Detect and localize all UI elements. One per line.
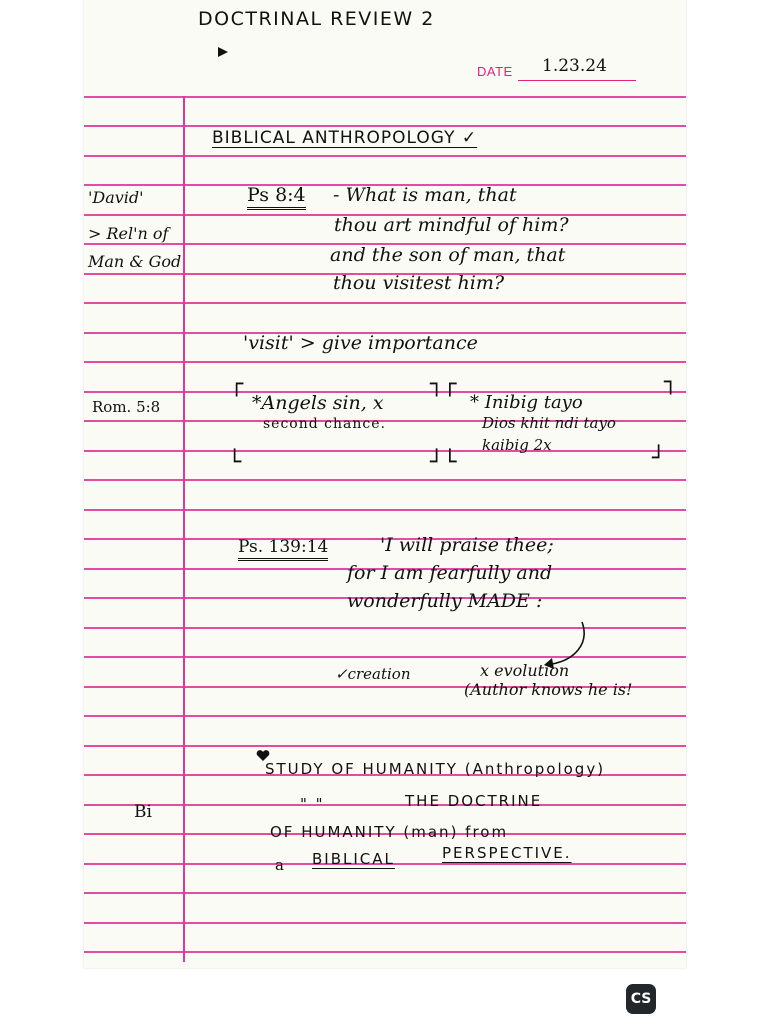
bracket-top-left: ┌: [230, 372, 244, 397]
bracket-bottom-mid: ┘└: [430, 450, 457, 475]
ps139-reference: Ps. 139:14: [238, 537, 328, 561]
ps139-line-1: 'I will praise thee;: [380, 534, 554, 556]
ps8-line-2: thou art mindful of him?: [334, 214, 569, 236]
ruled-line: [84, 125, 686, 127]
section-heading: BIBLICAL ANTHROPOLOGY ✓: [212, 128, 478, 148]
ruled-line: [84, 892, 686, 894]
ruled-line: [84, 804, 686, 806]
rom-right-line-1: * Inibig tayo: [470, 392, 583, 413]
ps139-line-3: wonderfully MADE :: [347, 590, 543, 612]
ruled-line: [84, 509, 686, 511]
ruled-line: [84, 715, 686, 717]
rom-right-line-2: Dios khit ndi tayo: [482, 414, 616, 432]
ps8-line-1: - What is man, that: [333, 184, 517, 206]
rom-right-line-3: kaibig 2x: [482, 436, 552, 454]
date-underline: [518, 80, 636, 81]
margin-note-reln: > Rel'n of: [88, 224, 169, 243]
definition-line-3: OF HUMANITY (man) from: [270, 823, 509, 841]
ruled-line: [84, 361, 686, 363]
ruled-line: [84, 951, 686, 953]
margin-note-bi: Bi: [134, 802, 152, 822]
ruled-line: [84, 96, 686, 98]
margin-line: [183, 96, 185, 962]
evolution-note: x evolution: [480, 661, 570, 680]
date-value: 1.23.24: [542, 56, 607, 76]
definition-line-4-a: a: [275, 856, 284, 874]
rom-left-line-2: second chance.: [263, 416, 386, 432]
margin-note-man-god: Man & God: [88, 252, 182, 271]
ruled-line: [84, 479, 686, 481]
ruled-line: [84, 391, 686, 393]
ps139-line-2: for I am fearfully and: [347, 562, 553, 584]
arrow-icon: [216, 45, 230, 59]
rom-left-line-1: *Angels sin, x: [252, 392, 384, 414]
bracket-top-mid: ┐┌: [430, 372, 457, 397]
ps8-line-3: and the son of man, that: [330, 244, 566, 266]
visit-note: 'visit' > give importance: [243, 332, 478, 354]
bracket-bottom-left: └: [228, 450, 242, 475]
ruled-line: [84, 656, 686, 658]
ruled-line: [84, 450, 686, 452]
ruled-line: [84, 627, 686, 629]
definition-ditto: " ": [300, 795, 325, 813]
ruled-line: [84, 302, 686, 304]
camscanner-logo: CS: [626, 984, 656, 1014]
ps8-reference: Ps 8:4: [247, 184, 306, 210]
ruled-line: [84, 745, 686, 747]
creation-note: ✓creation: [335, 665, 411, 683]
definition-line-2: THE DOCTRINE: [405, 792, 543, 810]
date-label: DATE: [477, 64, 513, 79]
ps8-line-4: thou visitest him?: [333, 272, 505, 294]
margin-note-david: 'David': [88, 188, 144, 207]
bracket-top-right: ┐: [664, 370, 678, 395]
margin-note-rom: Rom. 5:8: [92, 398, 161, 416]
definition-line-1: STUDY OF HUMANITY (Anthropology): [265, 760, 606, 778]
ruled-line: [84, 922, 686, 924]
author-note: (Author knows he is!: [464, 680, 633, 699]
definition-line-4-biblical: BIBLICAL: [312, 850, 395, 868]
ruled-line: [84, 155, 686, 157]
page-title: DOCTRINAL REVIEW 2: [198, 8, 435, 30]
bracket-bottom-right: ┘: [652, 446, 666, 471]
definition-line-4-perspective: PERSPECTIVE.: [442, 844, 572, 862]
